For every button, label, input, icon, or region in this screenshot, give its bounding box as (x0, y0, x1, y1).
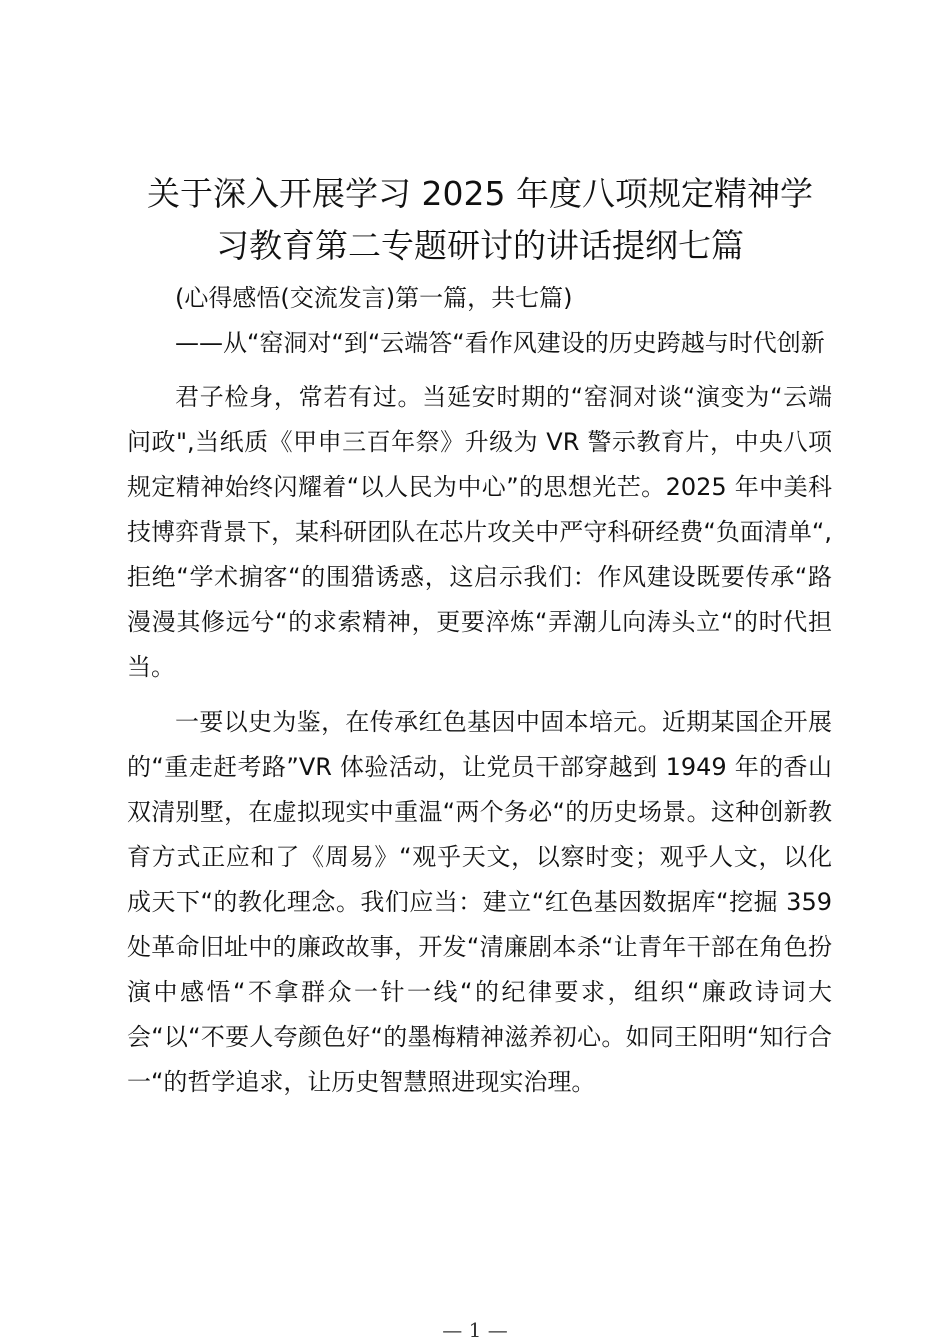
subheading: ——从“窑洞对“到“云端答“看作风建设的历史跨越与时代创新 (175, 329, 825, 357)
document-body (127, 276, 832, 1105)
subtitle: (心得感悟(交流发言)第一篇，共七篇) (175, 284, 573, 312)
paragraph-1: 君子检身，常若有过。当延安时期的“窑洞对谈“演变为“云端问政",当纸质《甲申三百年祭》升级为 VR 警示教育片，中央八项规定精神始终闪耀着“以人民为中心”的思想光芒。2025 年中美科技博弈背景下，某科研团队在芯片攻关中严守科研经费“负面清单“,拒绝“学术掮客“的围猎诱惑，这启示我们：作风建设既要传承“路漫漫其修远兮“的求索精神，更要淬炼“弄潮儿向涛头立“的时代担当。 (127, 383, 832, 681)
title-line-1: 关于深入开展学习 2025 年度八项规定精神学 (147, 174, 813, 213)
spacer (127, 690, 832, 700)
document-title (110, 168, 850, 272)
title-line-2: 习教育第二专题研讨的讲话提纲七篇 (216, 226, 744, 265)
paragraph-2: 一要以史为鉴，在传承红色基因中固本培元。近期某国企开展的“重走赶考路”VR 体验活动，让党员干部穿越到 1949 年的香山双清别墅，在虚拟现实中重温“两个务必“的历史场景。这种创新教育方式正应和了《周易》“观乎天文，以察时变；观乎人文，以化成天下“的教化理念。我们应当：建立“红色基因数据库“挖掘 359 处革命旧址中的廉政故事，开发“清廉剧本杀“让青年干部在角色扮演中感悟“不拿群众一针一线“的纪律要求，组织“廉政诗词大会“以“不要人夸颜色好“的墨梅精神滋养初心。如同王阳明“知行合一“的哲学追求，让历史智慧照进现实治理。 (127, 708, 832, 1096)
page-number: — 1 — (442, 1318, 508, 1342)
spacer (127, 366, 832, 375)
